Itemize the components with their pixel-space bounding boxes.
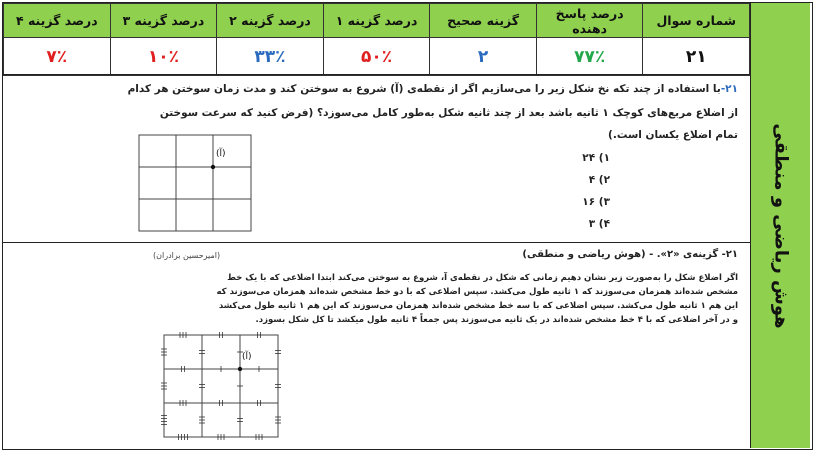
question-line-3: تمام اضلاع یکسان است.) <box>608 129 738 141</box>
option-3: ۳) ۱۶ <box>582 196 610 208</box>
subject-title: هوش ریاضی و منطقی <box>770 122 791 329</box>
header-option1-percent: درصد گزینه ۱ <box>323 4 430 38</box>
answer-grid-figure <box>156 329 286 445</box>
value-option3-percent: ۱۰٪ <box>110 38 217 76</box>
answer-line-2: مشخص شده‌اند همزمان می‌سوزند که ۱ ثانیه طول می‌کشد. سپس اضلاعی که با دو خط مشخص شده‌اند همزمان می‌سوزند که <box>216 287 738 297</box>
answer-grid-lines <box>164 335 278 437</box>
question-grid-svg <box>136 132 256 236</box>
stats-table <box>3 3 750 76</box>
value-option2-percent: ۳۳٪ <box>217 38 324 76</box>
burn-tick-marks <box>161 332 281 440</box>
grid-outline <box>139 135 251 231</box>
answer-grid-svg <box>156 329 286 445</box>
stats-value-row <box>4 38 750 76</box>
start-point-label: (آ) <box>216 149 226 159</box>
question-line-1 <box>128 83 738 95</box>
value-correct-option: ۲ <box>430 38 537 76</box>
question-text-1: با استفاده از چند تکه نخ شکل زیر را می‌سازیم اگر از نقطه‌ی (آ) شروع به سوختن کند و مدت زمان سوختن هر کدام <box>127 83 721 95</box>
header-option3-percent: درصد گزینه ۳ <box>110 4 217 38</box>
header-correct-option: گزینه صحیح <box>430 4 537 38</box>
option-2: ۲) ۴ <box>588 174 610 186</box>
header-question-number: شماره سوال <box>643 4 750 38</box>
question-line-2: از اضلاع مربع‌های کوچک ۱ ثانیه باشد بعد از چند ثانیه شکل به‌طور کامل می‌سوزد؟ (فرض کنید که سرعت سوختن <box>159 107 738 119</box>
stats-header-row <box>4 4 750 38</box>
header-option4-percent: درصد گزینه ۴ <box>4 4 111 38</box>
value-option4-percent: ۷٪ <box>4 38 111 76</box>
answer-line-1: اگر اضلاع شکل را به‌صورت زیر نشان دهیم زمانی که شکل در نقطه‌ی آ، شروع به سوختن می‌کند ابتدا اضلاعی که با یک خط <box>227 273 738 283</box>
answer-section <box>3 242 750 448</box>
value-question-number: ۲۱ <box>643 38 750 76</box>
question-section <box>3 74 750 242</box>
question-grid-figure <box>136 132 256 236</box>
answer-author: (امیرحسین برادران) <box>153 251 221 260</box>
answer-header: ۲۱- گزینه‌ی «۲». - (هوش ریاضی و منطقی) <box>522 249 738 260</box>
answer-start-point <box>238 367 242 371</box>
value-option1-percent: ۵۰٪ <box>323 38 430 76</box>
value-response-percent: ۷۷٪ <box>536 38 643 76</box>
subject-sidebar <box>750 3 810 448</box>
answer-start-point-label: (آ) <box>242 352 252 362</box>
answer-line-3: این هم ۱ ثانیه طول می‌کشد. سپس اضلاعی که با سه خط مشخص شده‌اند همزمان می‌سوزند که این هم ۱ ثانیه طول می‌کشد <box>218 301 738 311</box>
start-point <box>211 165 215 169</box>
answer-line-4: و در آخر اضلاعی که با ۴ خط مشخص شده‌اند در یک ثانیه می‌سوزند پس جمعاً ۴ ثانیه طول میکشد تا کل شکل بسوزد. <box>255 315 738 325</box>
option-1: ۱) ۲۴ <box>582 152 610 164</box>
header-response-percent: درصد پاسخ دهنده <box>536 4 643 38</box>
header-option2-percent: درصد گزینه ۲ <box>217 4 324 38</box>
question-number: ۲۱- <box>720 83 738 95</box>
option-4: ۴) ۳ <box>588 218 610 230</box>
